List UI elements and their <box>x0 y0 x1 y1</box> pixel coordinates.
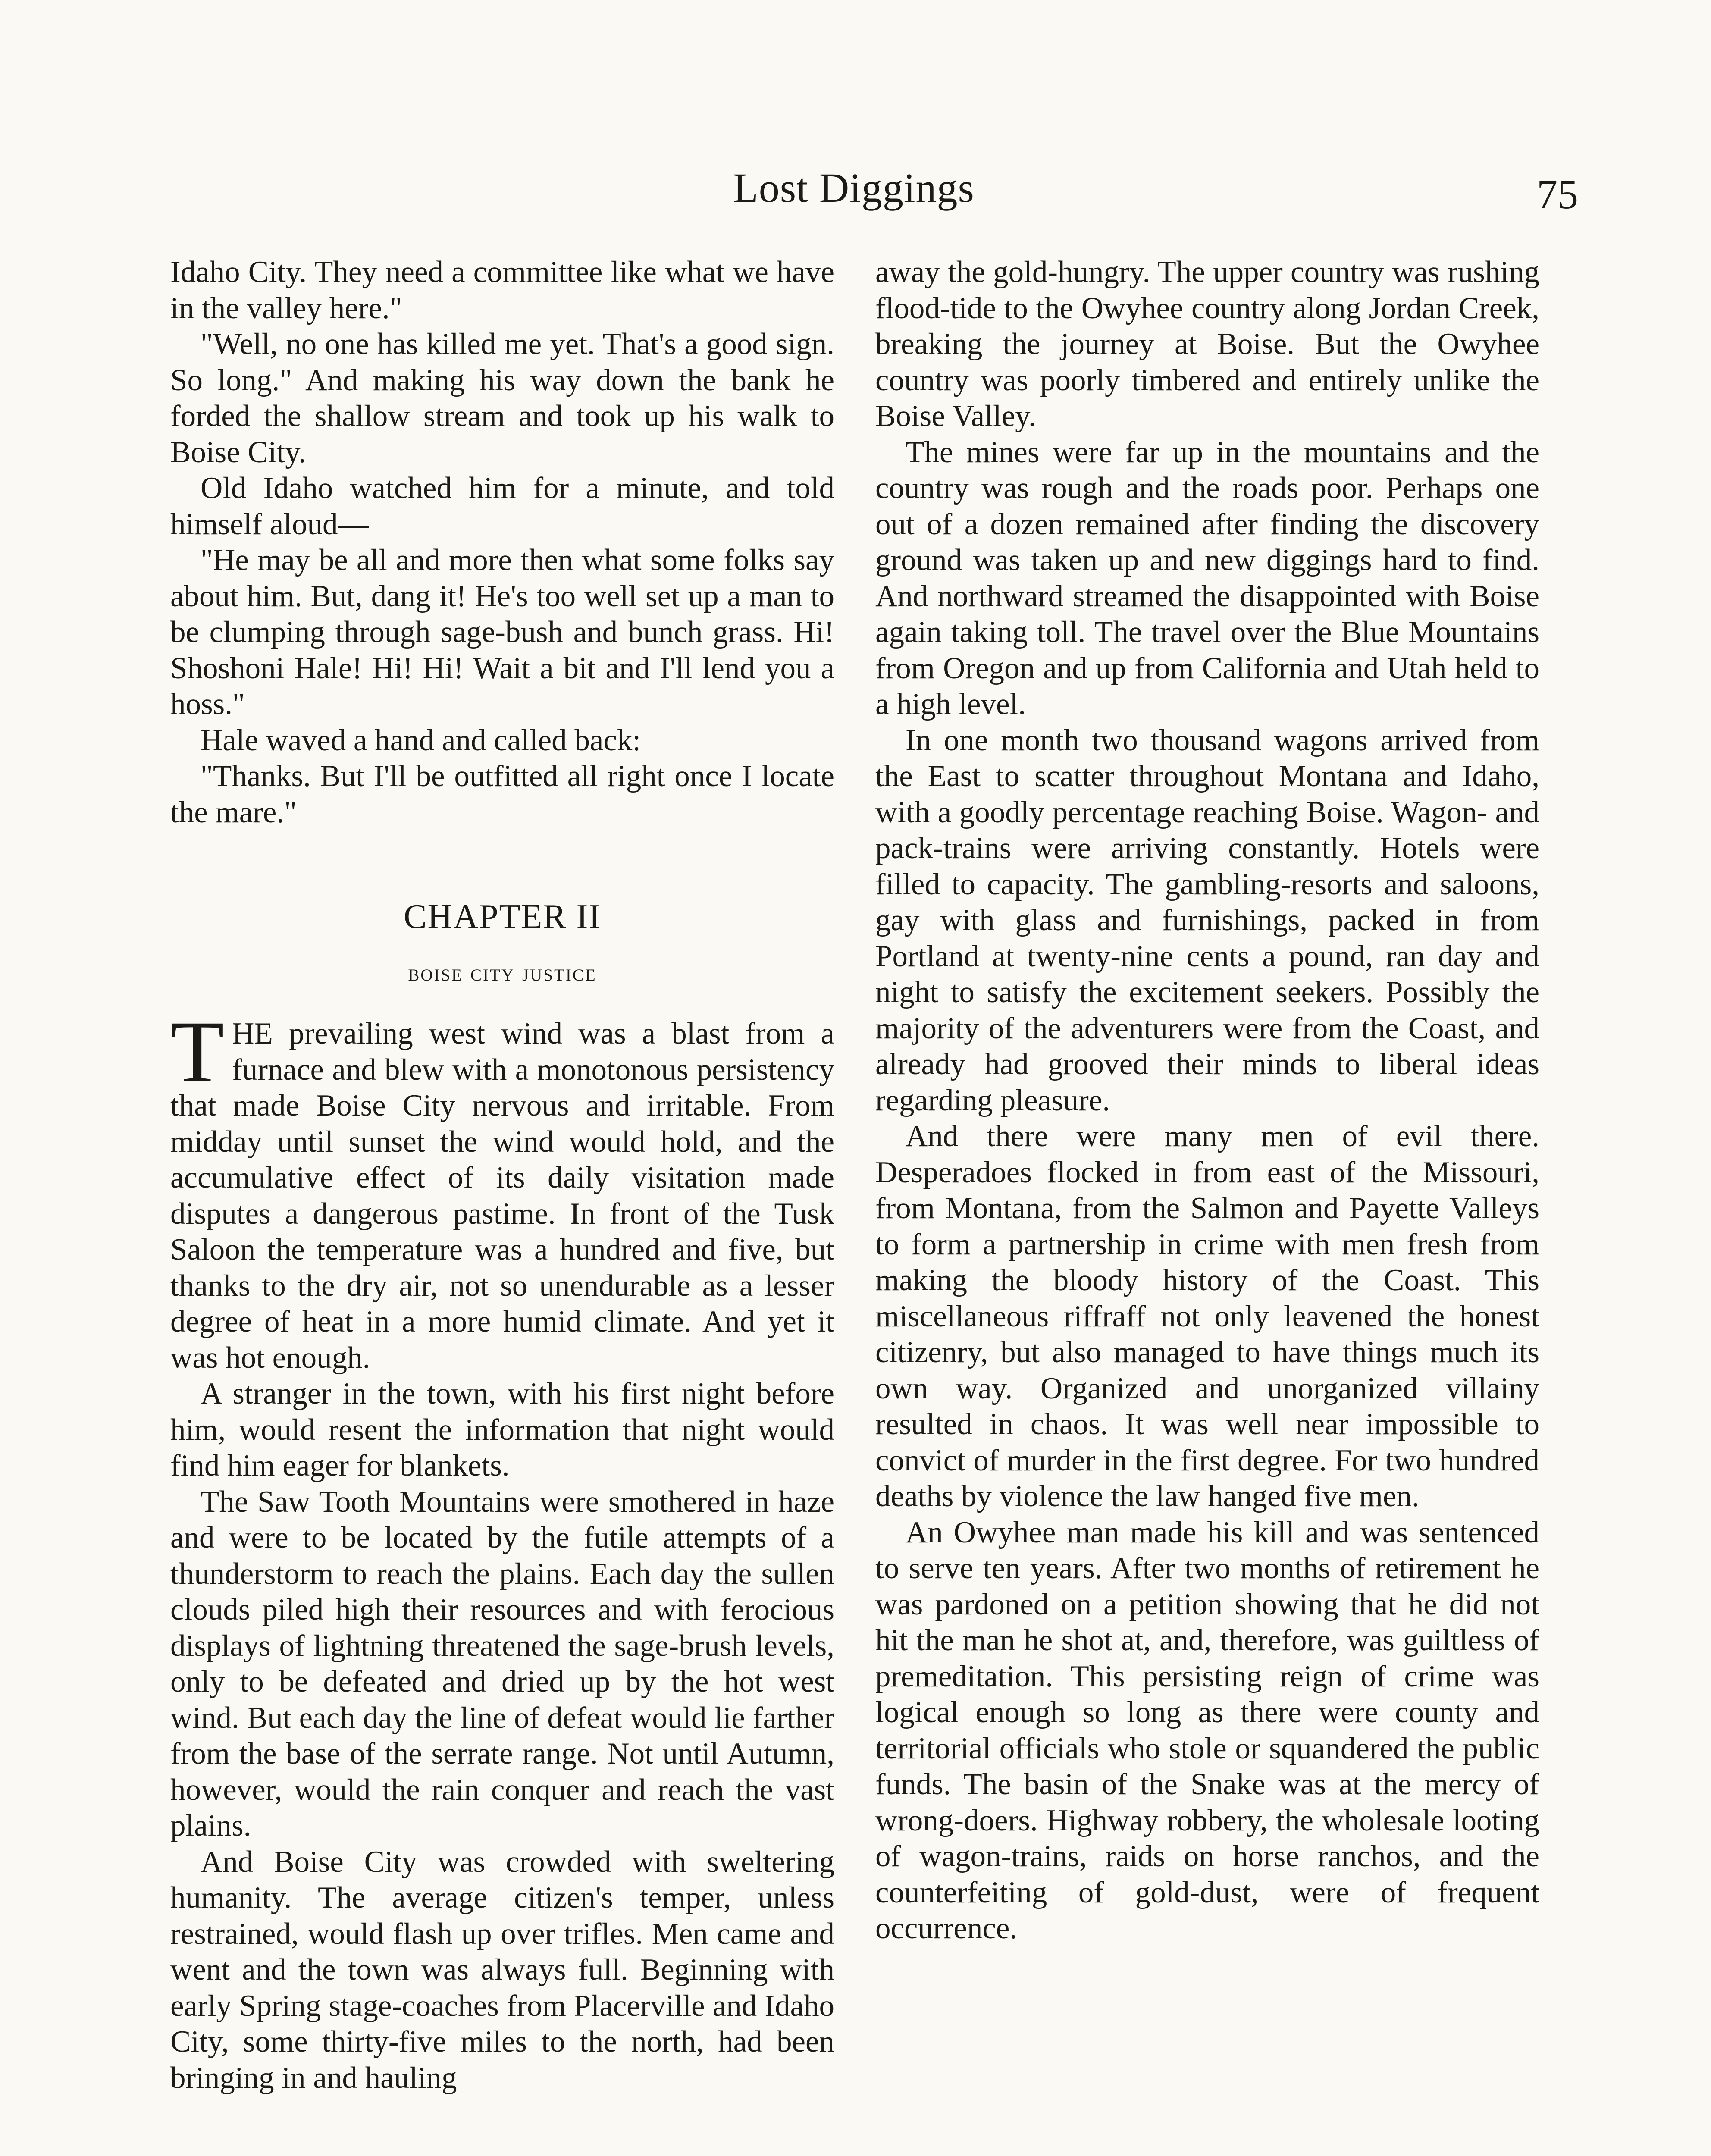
paragraph: Hale waved a hand and called back: <box>201 723 641 757</box>
paragraph: An Owyhee man made his kill and was sentenced to serve ten years. After two months of retirement he was pardoned on a petition showing that he did not hit the man he shot at, and, therefore, was guiltless of premeditation. This persisting reign of crime was logical enough so long as there were county and territorial officials who stole or squandered the public funds. The basin of the Snake was at the mercy of wrong-doers. Highway robbery, the wholesale looting of wagon-trains, raids on horse ranchos, and the counterfeiting of gold-dust, were of frequent occurrence. <box>875 1515 1539 1945</box>
chapter-heading: CHAPTER II <box>404 898 601 936</box>
paragraph: away the gold-hungry. The upper country was rushing flood-tide to the Owyhee country along Jordan Creek, breaking the journey at Boise. But the Owyhee country was poorly timbered and entirely unlike the Boise Valley. <box>875 255 1539 433</box>
paragraph: A stranger in the town, with his first night before him, would resent the information that night would find him eager for blankets. <box>170 1377 834 1482</box>
paragraph: The mines were far up in the mountains and the country was rough and the roads poor. Perhaps one out of a dozen remained after finding the discovery ground was taken up and new diggings hard to find. And northward streamed the disappointed with Boise again taking toll. The travel over the Blue Mountains from Oregon and up from California and Utah held to a high level. <box>875 435 1539 721</box>
chapter-subtitle: boise city justice <box>408 959 597 986</box>
chapter-opening-paragraph <box>170 1003 834 1376</box>
chapter-opening-text: HE prevailing west wind was a blast from a furnace and blew with a monotonous persistency that made Boise City nervous and irritable. From midday until sunset the wind would hold, and the accumulative effect of its daily visitation made disputes a dangerous pastime. In front of the Tusk Saloon the temperature was a hundred and five, but thanks to the dry air, not so unendurable as a lesser degree of heat in a more humid climate. And yet it was hot enough. <box>170 1017 834 1375</box>
paragraph: The Saw Tooth Mountains were smothered in haze and were to be located by the futile attempts of a thunderstorm to reach the plains. Each day the sullen clouds piled high their resources and with ferocious displays of lightning threatened the sage-brush levels, only to be defeated and dried up by the hot west wind. But each day the line of defeat would lie farther from the base of the serrate range. Not until Autumn, however, would the rain conquer and reach the vast plains. <box>170 1485 834 1843</box>
paragraph: "Thanks. But I'll be outfitted all right once I locate the mare." <box>170 759 834 829</box>
running-title: Lost Diggings <box>733 165 975 211</box>
paragraph: In one month two thousand wagons arrived from the East to scatter throughout Montana and Idaho, with a goodly percentage reaching Boise. Wagon- and pack-trains were arriving constantly. Hotels were filled to capacity. The gambling-resorts and saloons, gay with glass and furnishings, packed in from Portland at twenty-nine cents a pound, ran day and night to satisfy the excitement seekers. Possibly the majority of the adventurers were from the Coast, and already had grooved their minds to liberal ideas regarding pleasure. <box>875 723 1539 1117</box>
paragraph: "Well, no one has killed me yet. That's a good sign. So long." And making his way down the bank he forded the shallow stream and took up his walk to Boise City. <box>170 327 834 469</box>
paragraph: Old Idaho watched him for a minute, and told himself aloud— <box>170 471 834 541</box>
left-text-column <box>170 254 834 2096</box>
paragraph: And Boise City was crowded with sweltering humanity. The average citizen's temper, unless restrained, would flash up over trifles. Men came and went and the town was always full. Beginning with early Spring stage-coaches from Placerville and Idaho City, some thirty-five miles to the north, had been bringing in and hauling <box>170 1845 834 2095</box>
paragraph: "He may be all and more then what some folks say about him. But, dang it! He's too well set up a man to be clumping through sage-bush and bunch grass. Hi! Shoshoni Hale! Hi! Hi! Wait a bit and I'll lend you a hoss." <box>170 543 834 721</box>
paragraph: Idaho City. They need a committee like what we have in the valley here." <box>170 255 834 325</box>
right-text-column <box>875 254 1539 1947</box>
page-number: 75 <box>1537 171 1578 217</box>
drop-cap-letter: T <box>170 1003 225 1101</box>
paragraph: And there were many men of evil there. Desperadoes flocked in from east of the Missouri, from Montana, from the Salmon and Payette Valleys to form a partnership in crime with men fresh from making the bloody history of the Coast. This miscellaneous riffraff not only leavened the honest citizenry, but also managed to have things much its own way. Organized and unorganized villainy resulted in chaos. It was well near impossible to convict of murder in the first degree. For two hundred deaths by violence the law hanged five men. <box>875 1119 1539 1513</box>
